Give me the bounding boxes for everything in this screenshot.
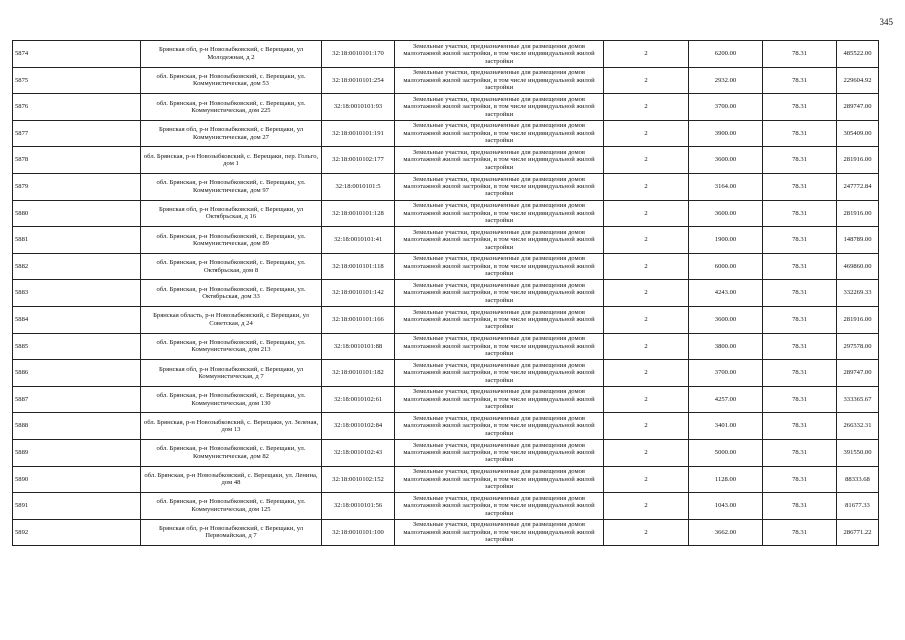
row-category: 2 (604, 333, 689, 360)
row-category: 2 (604, 280, 689, 307)
row-category: 2 (604, 173, 689, 200)
row-value: 289747.00 (837, 360, 879, 387)
row-cadastral-number: 32:18:0010101:41 (322, 227, 395, 254)
row-purpose: Земельные участки, предназначенные для размещения домов малоэтажной жилой застройки, в том числе индивидуальной жилой застройки (395, 173, 604, 200)
row-address: Брянская обл, р-н Новозыбковский, с Верещаки, ул Октябрьская, д 16 (141, 200, 322, 227)
row-rate: 78.31 (763, 173, 837, 200)
row-area: 3164.00 (689, 173, 763, 200)
row-value: 305409.00 (837, 120, 879, 147)
row-purpose: Земельные участки, предназначенные для размещения домов малоэтажной жилой застройки, в том числе индивидуальной жилой застройки (395, 493, 604, 520)
row-number: 5886 (13, 360, 141, 387)
row-area: 1900.00 (689, 227, 763, 254)
row-rate: 78.31 (763, 120, 837, 147)
table-row (13, 173, 879, 200)
table-row (13, 280, 879, 307)
table-row (13, 439, 879, 466)
row-purpose: Земельные участки, предназначенные для размещения домов малоэтажной жилой застройки, в том числе индивидуальной жилой застройки (395, 147, 604, 174)
table-row (13, 67, 879, 94)
row-address: обл. Брянская, р-н Новозыбковский, с. Верещаки, ул. Коммунистическая, дом 89 (141, 227, 322, 254)
row-number: 5883 (13, 280, 141, 307)
table-row (13, 200, 879, 227)
row-category: 2 (604, 147, 689, 174)
row-area: 3401.00 (689, 413, 763, 440)
row-category: 2 (604, 253, 689, 280)
row-category: 2 (604, 94, 689, 121)
row-number: 5874 (13, 41, 141, 68)
row-rate: 78.31 (763, 67, 837, 94)
row-area: 6000.00 (689, 253, 763, 280)
row-area: 3700.00 (689, 94, 763, 121)
row-category: 2 (604, 306, 689, 333)
row-purpose: Земельные участки, предназначенные для размещения домов малоэтажной жилой застройки, в том числе индивидуальной жилой застройки (395, 466, 604, 493)
row-value: 332269.33 (837, 280, 879, 307)
row-cadastral-number: 32:18:0010101:191 (322, 120, 395, 147)
table-row (13, 360, 879, 387)
row-number: 5884 (13, 306, 141, 333)
row-cadastral-number: 32:18:0010101:93 (322, 94, 395, 121)
row-purpose: Земельные участки, предназначенные для размещения домов малоэтажной жилой застройки, в том числе индивидуальной жилой застройки (395, 519, 604, 546)
table-row (13, 493, 879, 520)
row-number: 5887 (13, 386, 141, 413)
row-rate: 78.31 (763, 147, 837, 174)
row-address: обл. Брянская, р-н Новозыбковский, с. Верещаки, ул. Зеленая, дом 13 (141, 413, 322, 440)
row-purpose: Земельные участки, предназначенные для размещения домов малоэтажной жилой застройки, в том числе индивидуальной жилой застройки (395, 227, 604, 254)
row-area: 3662.00 (689, 519, 763, 546)
row-value: 297578.00 (837, 333, 879, 360)
row-category: 2 (604, 360, 689, 387)
row-area: 2932.00 (689, 67, 763, 94)
row-area: 4243.00 (689, 280, 763, 307)
row-value: 81677.33 (837, 493, 879, 520)
table-row (13, 147, 879, 174)
row-purpose: Земельные участки, предназначенные для размещения домов малоэтажной жилой застройки, в том числе индивидуальной жилой застройки (395, 439, 604, 466)
page-number: 345 (879, 17, 893, 27)
row-purpose: Земельные участки, предназначенные для размещения домов малоэтажной жилой застройки, в том числе индивидуальной жилой застройки (395, 41, 604, 68)
row-address: Брянская обл, р-н Новозыбковский, с Верещаки, ул Первомайская, д 7 (141, 519, 322, 546)
row-rate: 78.31 (763, 519, 837, 546)
row-value: 281916.00 (837, 147, 879, 174)
row-cadastral-number: 32:18:0010102:84 (322, 413, 395, 440)
row-category: 2 (604, 413, 689, 440)
row-purpose: Земельные участки, предназначенные для размещения домов малоэтажной жилой застройки, в том числе индивидуальной жилой застройки (395, 306, 604, 333)
row-category: 2 (604, 200, 689, 227)
row-area: 3700.00 (689, 360, 763, 387)
row-cadastral-number: 32:18:0010102:61 (322, 386, 395, 413)
row-rate: 78.31 (763, 306, 837, 333)
row-value: 281916.00 (837, 200, 879, 227)
row-area: 6200.00 (689, 41, 763, 68)
row-value: 229604.92 (837, 67, 879, 94)
row-category: 2 (604, 67, 689, 94)
row-address: обл. Брянская, р-н Новозыбковский, с. Верещаки, ул. Октябрьская, дом 33 (141, 280, 322, 307)
row-number: 5888 (13, 413, 141, 440)
row-purpose: Земельные участки, предназначенные для размещения домов малоэтажной жилой застройки, в том числе индивидуальной жилой застройки (395, 94, 604, 121)
row-number: 5885 (13, 333, 141, 360)
row-address: обл. Брянская, р-н Новозыбковский, с. Верещаки, ул. Коммунистическая, дом 53 (141, 67, 322, 94)
row-value: 266332.31 (837, 413, 879, 440)
row-rate: 78.31 (763, 360, 837, 387)
row-address: обл. Брянская, р-н Новозыбковский, с. Верещаки, ул. Коммунистическая, дом 225 (141, 94, 322, 121)
row-rate: 78.31 (763, 439, 837, 466)
row-address: обл. Брянская, р-н Новозыбковский, с. Верещаки, ул. Октябрьская, дом 8 (141, 253, 322, 280)
row-value: 148789.00 (837, 227, 879, 254)
row-address: обл. Брянская, р-н Новозыбковский, с. Верещаки, ул. Коммунистическая, дом 125 (141, 493, 322, 520)
row-category: 2 (604, 386, 689, 413)
row-rate: 78.31 (763, 227, 837, 254)
row-area: 3600.00 (689, 200, 763, 227)
row-cadastral-number: 32:18:0010101:100 (322, 519, 395, 546)
row-cadastral-number: 32:18:0010101:88 (322, 333, 395, 360)
row-address: обл. Брянская, р-н Новозыбковский, с. Верещаки, ул. Коммунистическая, дом 130 (141, 386, 322, 413)
row-number: 5878 (13, 147, 141, 174)
row-cadastral-number: 32:18:0010101:5 (322, 173, 395, 200)
row-value: 333365.67 (837, 386, 879, 413)
registry-table (12, 40, 879, 546)
row-number: 5889 (13, 439, 141, 466)
row-number: 5880 (13, 200, 141, 227)
table-row (13, 519, 879, 546)
table-row (13, 227, 879, 254)
row-category: 2 (604, 439, 689, 466)
row-area: 1128.00 (689, 466, 763, 493)
table-row (13, 333, 879, 360)
row-purpose: Земельные участки, предназначенные для размещения домов малоэтажной жилой застройки, в том числе индивидуальной жилой застройки (395, 333, 604, 360)
row-cadastral-number: 32:18:0010101:142 (322, 280, 395, 307)
row-value: 391550.00 (837, 439, 879, 466)
row-address: обл. Брянская, р-н Новозыбковский, с. Верещаки, ул. Коммунистическая, дом 213 (141, 333, 322, 360)
row-value: 247772.84 (837, 173, 879, 200)
row-category: 2 (604, 519, 689, 546)
row-purpose: Земельные участки, предназначенные для размещения домов малоэтажной жилой застройки, в том числе индивидуальной жилой застройки (395, 253, 604, 280)
row-rate: 78.31 (763, 200, 837, 227)
row-number: 5891 (13, 493, 141, 520)
row-number: 5877 (13, 120, 141, 147)
row-category: 2 (604, 466, 689, 493)
row-number: 5882 (13, 253, 141, 280)
row-category: 2 (604, 120, 689, 147)
row-cadastral-number: 32:18:0010101:254 (322, 67, 395, 94)
row-purpose: Земельные участки, предназначенные для размещения домов малоэтажной жилой застройки, в том числе индивидуальной жилой застройки (395, 200, 604, 227)
row-value: 286771.22 (837, 519, 879, 546)
row-address: Брянская обл, р-н Новозыбковский, с Верещаки, ул Молодежная, д 2 (141, 41, 322, 68)
row-cadastral-number: 32:18:0010101:182 (322, 360, 395, 387)
row-area: 3600.00 (689, 147, 763, 174)
row-purpose: Земельные участки, предназначенные для размещения домов малоэтажной жилой застройки, в том числе индивидуальной жилой застройки (395, 120, 604, 147)
table-row (13, 386, 879, 413)
row-cadastral-number: 32:18:0010101:56 (322, 493, 395, 520)
row-purpose: Земельные участки, предназначенные для размещения домов малоэтажной жилой застройки, в том числе индивидуальной жилой застройки (395, 386, 604, 413)
row-area: 3800.00 (689, 333, 763, 360)
row-address: обл. Брянская, р-н Новозыбковский, с. Верещаки, ул. Ленина, дом 48 (141, 466, 322, 493)
table-row (13, 466, 879, 493)
row-category: 2 (604, 493, 689, 520)
row-value: 469860.00 (837, 253, 879, 280)
row-purpose: Земельные участки, предназначенные для размещения домов малоэтажной жилой застройки, в том числе индивидуальной жилой застройки (395, 280, 604, 307)
row-cadastral-number: 32:18:0010102:152 (322, 466, 395, 493)
row-address: Брянская обл, р-н Новозыбковский, с Верещаки, ул Коммунистическая, дом 27 (141, 120, 322, 147)
row-purpose: Земельные участки, предназначенные для размещения домов малоэтажной жилой застройки, в том числе индивидуальной жилой застройки (395, 67, 604, 94)
registry-rows (13, 41, 879, 546)
row-rate: 78.31 (763, 41, 837, 68)
row-address: обл. Брянская, р-н Новозыбковский, с. Верещаки, ул. Коммунистическая, дом 82 (141, 439, 322, 466)
row-address: обл. Брянская, р-н Новозыбковский, с. Верещаки, ул. Коммунистическая, дом 97 (141, 173, 322, 200)
row-address: Брянская область, р-н Новозыбковский, с Верещаки, ул Советская, д 24 (141, 306, 322, 333)
row-category: 2 (604, 41, 689, 68)
row-cadastral-number: 32:18:0010101:170 (322, 41, 395, 68)
row-rate: 78.31 (763, 94, 837, 121)
row-rate: 78.31 (763, 386, 837, 413)
row-cadastral-number: 32:18:0010102:43 (322, 439, 395, 466)
table-row (13, 120, 879, 147)
row-purpose: Земельные участки, предназначенные для размещения домов малоэтажной жилой застройки, в том числе индивидуальной жилой застройки (395, 413, 604, 440)
row-area: 5000.00 (689, 439, 763, 466)
row-cadastral-number: 32:18:0010102:177 (322, 147, 395, 174)
row-value: 485522.00 (837, 41, 879, 68)
row-rate: 78.31 (763, 413, 837, 440)
row-area: 3600.00 (689, 306, 763, 333)
row-cadastral-number: 32:18:0010101:166 (322, 306, 395, 333)
table-row (13, 253, 879, 280)
row-cadastral-number: 32:18:0010101:118 (322, 253, 395, 280)
row-area: 3900.00 (689, 120, 763, 147)
table-row (13, 413, 879, 440)
row-rate: 78.31 (763, 333, 837, 360)
row-number: 5876 (13, 94, 141, 121)
row-rate: 78.31 (763, 253, 837, 280)
table-row (13, 94, 879, 121)
row-number: 5890 (13, 466, 141, 493)
row-number: 5879 (13, 173, 141, 200)
row-value: 289747.00 (837, 94, 879, 121)
row-rate: 78.31 (763, 466, 837, 493)
row-cadastral-number: 32:18:0010101:128 (322, 200, 395, 227)
row-number: 5875 (13, 67, 141, 94)
row-purpose: Земельные участки, предназначенные для размещения домов малоэтажной жилой застройки, в том числе индивидуальной жилой застройки (395, 360, 604, 387)
row-rate: 78.31 (763, 280, 837, 307)
row-address: обл. Брянская, р-н Новозыбковский, с. Верещаки, пер. Гольго, дом 1 (141, 147, 322, 174)
row-category: 2 (604, 227, 689, 254)
row-value: 88333.68 (837, 466, 879, 493)
table-row (13, 41, 879, 68)
table-row (13, 306, 879, 333)
row-area: 4257.00 (689, 386, 763, 413)
row-value: 281916.00 (837, 306, 879, 333)
row-number: 5892 (13, 519, 141, 546)
row-address: Брянская обл, р-н Новозыбковский, с Верещаки, ул Коммунистическая, д 7 (141, 360, 322, 387)
row-area: 1043.00 (689, 493, 763, 520)
row-number: 5881 (13, 227, 141, 254)
row-rate: 78.31 (763, 493, 837, 520)
